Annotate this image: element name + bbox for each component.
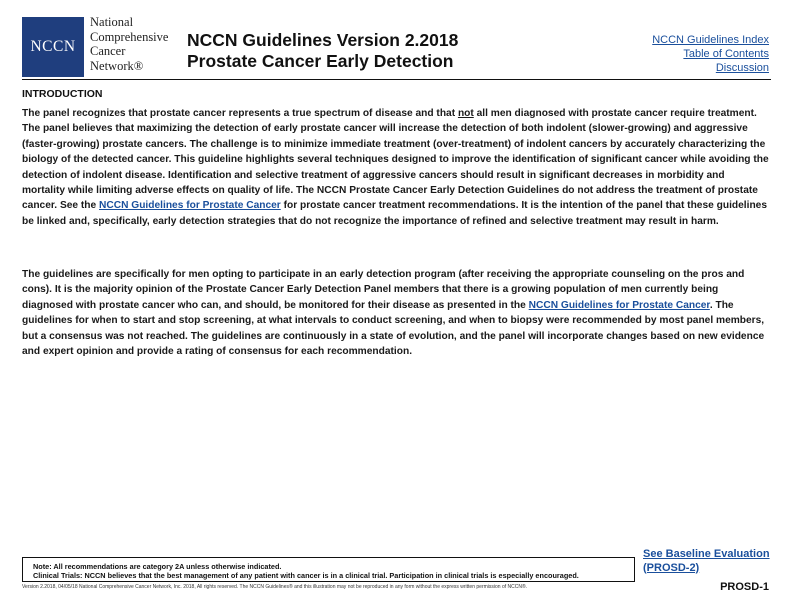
logo-abbrev: NCCN [30, 38, 76, 55]
guidelines-index-link[interactable]: NCCN Guidelines Index [652, 34, 769, 46]
discussion-link[interactable]: Discussion [715, 62, 769, 74]
copyright-line: Version 2.2018, 04/05/18 National Comprehensive Cancer Network, Inc. 2018, All rights reserved. The NCCN Guidelines® and this illustration may not be reproduced in any form without the express written permission of NCCN®. [22, 584, 528, 590]
p1-text-a: The panel recognizes that prostate cancer represents a true spectrum of disease and that [22, 108, 458, 119]
note-box [22, 557, 635, 582]
section-heading: INTRODUCTION [22, 88, 103, 100]
see-baseline-label: See Baseline Evaluation [643, 548, 770, 560]
intro-paragraph-2 [22, 267, 770, 359]
see-baseline-evaluation-link[interactable] [643, 548, 770, 575]
p1-text-b: all men diagnosed with prostate cancer require treatment. The panel believes that maximizing the detection of early prostate cancer will increase the detection of both indolent (slower-growing) and aggressive (faster-growing) prostate cancers. The challenge is to minimize immediate treatment (over-treatment) of indolent cancers by accurately characterizing the biology of the detected cancer. This guideline highlights several techniques designed to improve the identification of significant cancer while avoiding the detection of indolent disease. Identification and selective treatment of aggressive cancers should result in significant decreases in morbidity and mortality while limiting adverse effects on quality of life. The NCCN Prostate Cancer Early Detection Guidelines do not address the treatment of prostate cancer. See the [22, 108, 769, 212]
logo-line: Cancer [90, 44, 126, 58]
note-category: Note: All recommendations are category 2A unless otherwise indicated. [33, 562, 282, 571]
logo-line: Comprehensive [90, 29, 169, 44]
nav-links [652, 33, 769, 75]
nccn-logo [22, 17, 84, 77]
intro-paragraph-1 [22, 106, 770, 229]
page-id: PROSD-1 [720, 581, 769, 593]
p1-underlined-not: not [457, 108, 474, 119]
p2-text-a: The guidelines are specifically for men opting to participate in an early detection program (after receiving the appropriate counseling on the pros and cons). It is the majority opinion of the Prostate Cancer Early Detection Panel members that there is a growing population of men currently being diagnosed with prostate cancer who can, and should, be monitored for their disease as presented in the [22, 269, 745, 311]
prostate-cancer-guidelines-link[interactable]: NCCN Guidelines for Prostate Cancer [99, 200, 281, 212]
logo-line: Network® [90, 58, 144, 73]
note-clinical-trials: Clinical Trials: NCCN believes that the best management of any patient with cancer is in a clinical trial. Participation in clinical trials is especially encouraged. [33, 571, 579, 580]
see-baseline-page: (PROSD-2) [643, 561, 700, 574]
title-topic: Prostate Cancer Early Detection [187, 51, 454, 71]
p1-text-c: for prostate cancer treatment recommendations. It is the intention of the panel that these guidelines be linked and, specifically, early detection strategies that do not recognize the importance of refined and selective treatment may result in harm. [22, 200, 768, 227]
p2-text-b: . The guidelines for when to start and stop screening, at what intervals to conduct screening, and when to biopsy were recommended by most panel members, but a consensus was not reached. The guidelines are continuously in a state of evolution, and the panel will incorporate changes based on new evidence and expert opinion and provide a rating of consensus for each recommendation. [22, 299, 765, 358]
prostate-cancer-guidelines-link[interactable]: NCCN Guidelines for Prostate Cancer [528, 299, 710, 311]
header-divider [22, 79, 771, 80]
page-title [187, 30, 458, 72]
logo-line: National [90, 15, 134, 29]
title-version: NCCN Guidelines Version 2.2018 [187, 30, 459, 50]
table-of-contents-link[interactable]: Table of Contents [683, 48, 769, 60]
logo-org-name [90, 15, 168, 73]
